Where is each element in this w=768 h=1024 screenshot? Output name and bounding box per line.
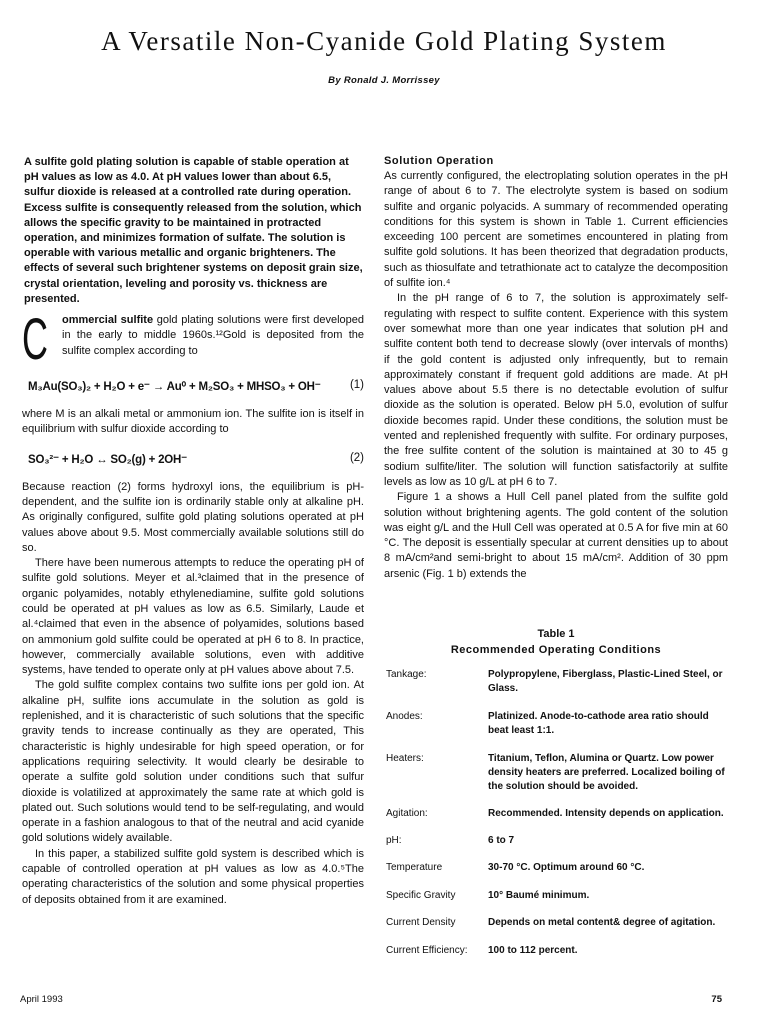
table-row-value: Recommended. Intensity depends on application. bbox=[488, 808, 724, 819]
left-column bbox=[22, 155, 364, 908]
operating-conditions-table bbox=[384, 626, 728, 960]
table-row bbox=[384, 807, 728, 834]
table-row-label: Current Density bbox=[386, 917, 456, 928]
right-paragraph-3: Figure 1 a shows a Hull Cell panel plated from the sulfite gold solution without brightening agents. The gold content of the solution was eight g/L and the Hull Cell was operated at 0.5 A for five min at 60 °C. The deposit is essentially specular at current densities up to about 8 mA/cm²and semi-bright to about 15 mA/cm². Addition of 30 ppm arsenic (Fig. 1 b) extends the bbox=[384, 491, 728, 580]
table-row bbox=[384, 668, 728, 710]
page-number: 75 bbox=[711, 994, 722, 1005]
table-row-label: Heaters: bbox=[386, 753, 424, 764]
byline: By Ronald J. Morrissey bbox=[328, 75, 440, 86]
table-row-value: Platinized. Anode-to-cathode area ratio should beat least 1:1. bbox=[488, 711, 709, 736]
equation-2 bbox=[22, 448, 364, 474]
table-row bbox=[384, 710, 728, 752]
equation-1 bbox=[22, 375, 364, 401]
left-paragraph-3: The gold sulfite complex contains two sulfite ions per gold ion. At alkaline pH, sulfite ions accumulate in the solution as gold is replenished, and it is characteristic of such solutions that the specific gravity tends to increase continually as they are operated, This characteristic is highly undesirable for high speed operation, or for applications requiring selectivity. It would clearly be desirable to operate a sulfite gold solution under conditions such that sulfur dioxide is volatilized at approximately the same rate at which gold is plated out. Such solutions would tend to be self-regulating, and would operate in a fashion analogous to that of the neutral and acid cyanide gold solutions widely available. bbox=[22, 679, 364, 845]
article-title: A Versatile Non-Cyanide Gold Plating System bbox=[101, 26, 667, 56]
table-title: Table 1 bbox=[537, 628, 575, 640]
table-row bbox=[384, 889, 728, 916]
table-row-label: Specific Gravity bbox=[386, 890, 456, 901]
table-row-label: pH: bbox=[386, 835, 402, 846]
left-paragraph-2: There have been numerous attempts to reduce the operating pH of sulfite gold solutions. Meyer et al.³claimed that in the presence of organic polyamides, notably ethylenediamine, sulfite gold solutions could be operated at pH values as low as 6.5. Similarly, Laude et al.⁴claimed that even in the absence of polyamides, solutions based on ammonium gold sulfite could be operated at pH 6 to 8. In practice, however, commercially available solutions, even with additive systems, have tended to operate only at pH values above about 7.5. bbox=[22, 557, 364, 677]
equation-1-number: (1) bbox=[349, 379, 364, 392]
table-row-value: Depends on metal content& degree of agitation. bbox=[488, 917, 716, 928]
intro-lead: ommercial sulfite bbox=[62, 314, 154, 327]
table-row bbox=[384, 834, 728, 861]
table-row-value: 6 to 7 bbox=[488, 835, 515, 846]
equation-1-formula: M₃Au(SO₃)₂ + H₂O + e⁻ → Au⁰ + M₂SO₃ + MHSO₃ + OH⁻ bbox=[28, 381, 321, 394]
section-heading: Solution Operation bbox=[384, 155, 494, 167]
table-row bbox=[384, 944, 728, 960]
table-row-value: 100 to 112 percent. bbox=[488, 945, 578, 956]
equation-2-number: (2) bbox=[349, 451, 364, 464]
equation-2-formula: SO₃²⁻ + H₂O ↔ SO₂(g) + 2OH⁻ bbox=[28, 453, 188, 466]
abstract: A sulfite gold plating solution is capable of stable operation at pH values as low as 4.0. At pH values lower than about 6.5, sulfur dioxide is released at a controlled rate during operation. Excess sulfite is consequently released from the solution, which allows the specific gravity to be maintained in protracted operation, and minimizes formation of sulfate. The solution is operable with various metallic and organic brighteners. The effects of several such brightener systems on deposit grain size, crystal orientation, leveling and porosity vs. thickness are presented. bbox=[24, 156, 363, 305]
table-row-label: Anodes: bbox=[386, 711, 423, 722]
intro-text bbox=[62, 313, 364, 359]
right-paragraph-1: As currently configured, the electroplating solution operates in the pH range of about 6 to 7. The electrolyte system is based on sodium sulfite and organic polyacids. A summary of recommended operating conditions for this system is shown in Table 1. Current efficiencies exceeding 100 percent are sometimes encountered in plating from sulfite gold solutions. It has been theorized that degradation products, such as thiosulfate and tetrathionate act to catalyze the decomposition of sulfite ion.⁴ bbox=[384, 170, 728, 290]
intro-body: gold plating solutions were first developed in the early to middle 1960s.¹²Gold is deposited from the sulfite complex according to bbox=[62, 314, 365, 357]
table-row bbox=[384, 752, 728, 807]
paragraph-after-eq1: where M is an alkali metal or ammonium ion. The sulfite ion is itself in equilibrium with sulfur dioxide according to bbox=[22, 408, 364, 436]
footer-date: April 1993 bbox=[20, 994, 63, 1005]
intro-paragraph bbox=[22, 307, 365, 373]
right-paragraph-2: In the pH range of 6 to 7, the solution is approximately self-regulating with respect to sulfite content. Experience with this system over somewhat more than one year indicates that solution pH and sulfite content both tend to decrease slowly (over intervals of months) if the gold content is adjusted only infrequently, but to remain approximately constant if frequent gold additions are made. At pH values above about 5.5 there is no detectable evolution of sulfur dioxide as the solution is operated. Below pH 5.0, evolution of sulfur dioxide becomes rapid. Under these conditions, the solution must be vented and replenished frequently with sulfite. For ordinary purposes, the free sulfite content of the solution is maintained at 30 to 45 g sodium sulfite/liter. The solution will function satisfactorily at sulfite levels as low as 10 g/L at pH 6 to 7. bbox=[384, 292, 728, 488]
table-row-label: Tankage: bbox=[386, 669, 427, 680]
table-row-label: Current Efficiency: bbox=[386, 945, 468, 956]
table-subtitle: Recommended Operating Conditions bbox=[450, 644, 662, 656]
table-row-value: Polypropylene, Fiberglass, Plastic-Lined Steel, or Glass. bbox=[488, 669, 723, 694]
table-row bbox=[384, 916, 728, 944]
table-row-value: Titanium, Teflon, Alumina or Quartz. Low power density heaters are preferred. Localized boiling of the solution should be avoided. bbox=[488, 753, 725, 792]
table-row-label: Agitation: bbox=[386, 808, 428, 819]
table-row bbox=[384, 861, 728, 889]
left-paragraph-4: In this paper, a stabilized sulfite gold system is described which is capable of controlled operation at pH values as low as 4.0.⁵The operating characteristics of the solution and some physical properties of deposits obtained from it are examined. bbox=[22, 847, 364, 906]
right-column bbox=[384, 155, 728, 582]
drop-cap: C bbox=[22, 307, 48, 373]
table-row-value: 10° Baumé minimum. bbox=[488, 890, 590, 901]
table-row-value: 30-70 °C. Optimum around 60 °C. bbox=[488, 862, 645, 873]
table-row-label: Temperature bbox=[386, 862, 443, 873]
left-paragraph-1: Because reaction (2) forms hydroxyl ions, the equilibrium is pH-dependent, and the sulfite ion is ordinarily stable only at alkaline pH. As originally configured, sulfite gold plating solutions operated at pH values above about 9.5. Most commercially available solutions still do so. bbox=[22, 480, 364, 554]
